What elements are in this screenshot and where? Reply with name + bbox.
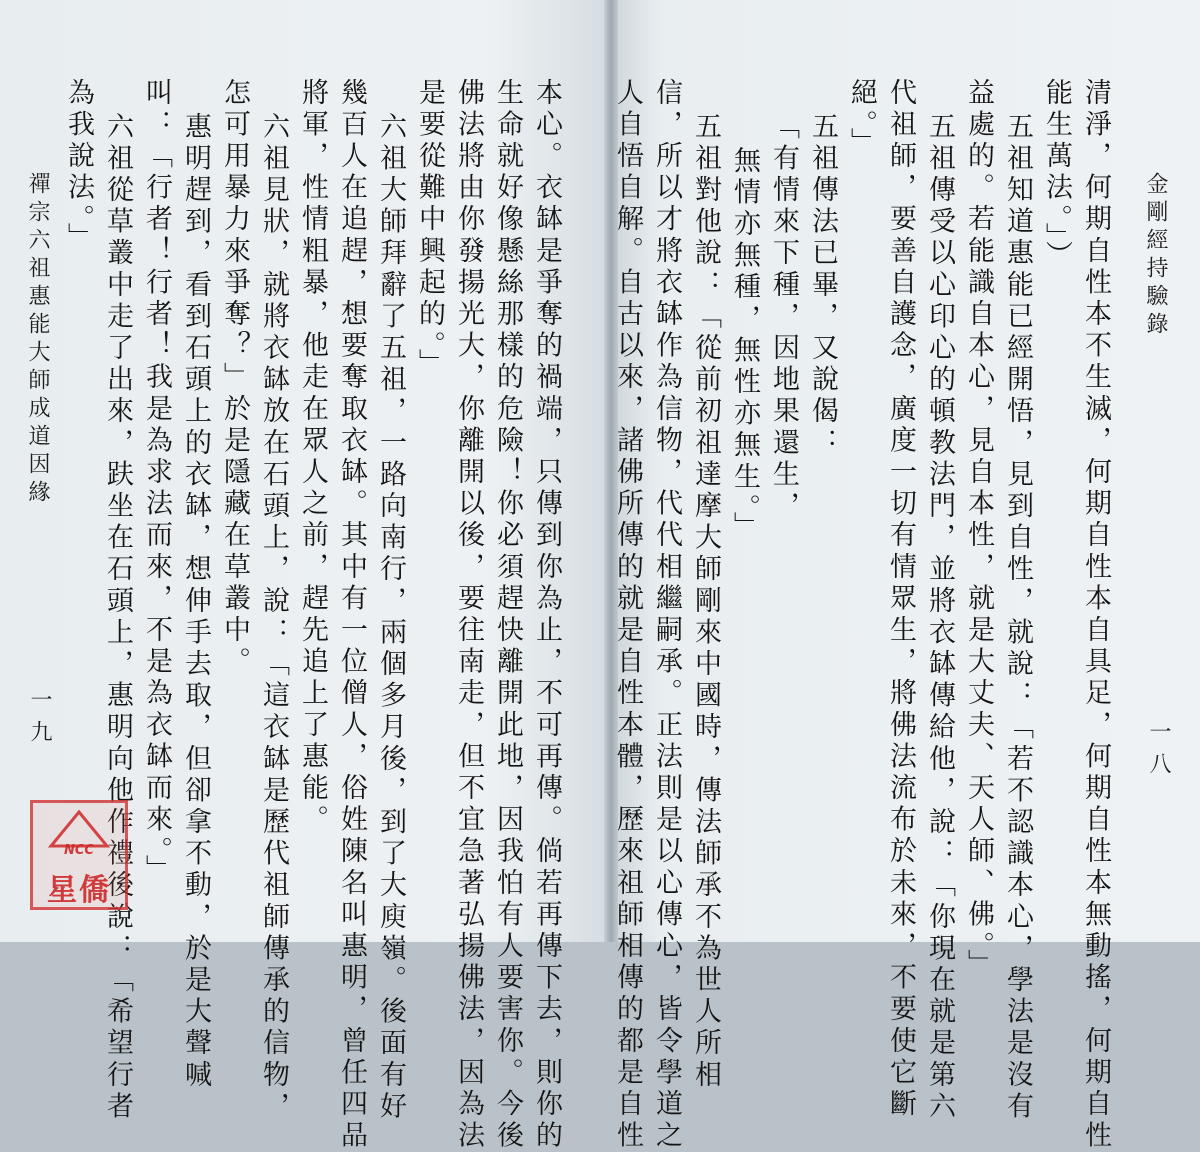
stamp-brand-text: 星僑: [47, 873, 111, 908]
right-text-column: 五祖知道惠能已經開悟，見到自性，就說：「若不認識本心，學法是沒有: [1002, 112, 1033, 1124]
right-text-column: 人自悟自解。自古以來，諸佛所傳的就是自性本體，歷來祖師相傳的都是自性: [612, 78, 643, 1152]
left-text-column: 怎可用暴力來爭奪？」於是隱藏在草叢中。: [219, 78, 250, 679]
right-text-column: 五祖對他說：「從前初祖達摩大師剛來中國時，傳法師承不為世人所相: [690, 112, 721, 1092]
left-text-column: 惠明趕到，看到石頭上的衣缽，想伸手去取，但卻拿不動，於是大聲喊: [180, 112, 211, 1092]
right-text-column: 五祖傳法已畢，又說偈：: [807, 112, 838, 460]
right-text-column: 五祖傳受以心印心的頓教法門，並將衣缽傳給他，說：「你現在就是第六: [924, 112, 955, 1124]
left-text-column: 佛法將由你發揚光大，你離開以後，要往南走，但不宜急著弘揚佛法，因為法: [453, 78, 484, 1152]
left-page-number: 一九: [27, 688, 52, 752]
right-page-number: 一八: [1146, 720, 1171, 784]
right-text-column: 能生萬法。」）: [1041, 78, 1072, 273]
left-text-column: 六祖大師拜辭了五祖，一路向南行，兩個多月後，到了大庾嶺。後面有好: [375, 112, 406, 1124]
left-text-column: 生命就好像懸絲那樣的危險！你必須趕快離開此地，因我怕有人要害你。今後: [492, 78, 523, 1152]
left-text-column: 是要從難中興起的。」: [414, 78, 445, 381]
left-text-column: 六祖從草叢中走了出來，趺坐在石頭上，惠明向他作禮後說：「希望行者: [102, 112, 133, 1124]
right-text-column: 代祖師，要善自護念，廣度一切有情眾生，將佛法流布於未來，不要使它斷: [885, 78, 916, 1121]
ncc-watermark-stamp: [30, 800, 128, 910]
left-text-column: 六祖見狀，就將衣缽放在石頭上，說：「這衣缽是歷代祖師傳承的信物，: [258, 112, 289, 1124]
right-text-column: 信，所以才將衣缽作為信物，代代相繼嗣承。正法則是以心傳心，皆令學道之: [651, 78, 682, 1152]
left-text-column: 為我說法。」: [63, 78, 94, 255]
right-text-column: 「有情來下種，因地果還生，: [768, 112, 799, 523]
right-text-column: 絕。」: [846, 78, 877, 160]
left-text-column: 叫：「行者！行者！我是為求法而來，不是為衣缽而來。」: [141, 78, 172, 887]
left-text-column: 幾百人在追趕，想要奪取衣缽。其中有一位僧人，俗姓陳名叫惠明，曾任四品: [336, 78, 367, 1152]
left-text-column: 將軍，性情粗暴，他走在眾人之前，趕先追上了惠能。: [297, 78, 328, 837]
left-running-head: 禪宗六祖惠能大師成道因緣: [25, 172, 50, 508]
right-text-column: 益處的。若能識自本心，見自本性，就是大丈夫、天人師、佛。」: [963, 78, 994, 981]
right-text-column: 無情亦無種，無性亦無生。」: [729, 146, 760, 544]
stamp-latin-text: NCC: [64, 843, 94, 858]
right-text-column: 清淨，何期自性本不生滅，何期自性本自具足，何期自性本無動搖，何期自性: [1080, 78, 1111, 1152]
left-text-column: 本心。衣缽是爭奪的禍端，只傳到你為止，不可再傳。倘若再傳下去，則你的: [531, 78, 562, 1152]
right-running-head: 金剛經持驗錄: [1143, 172, 1168, 340]
